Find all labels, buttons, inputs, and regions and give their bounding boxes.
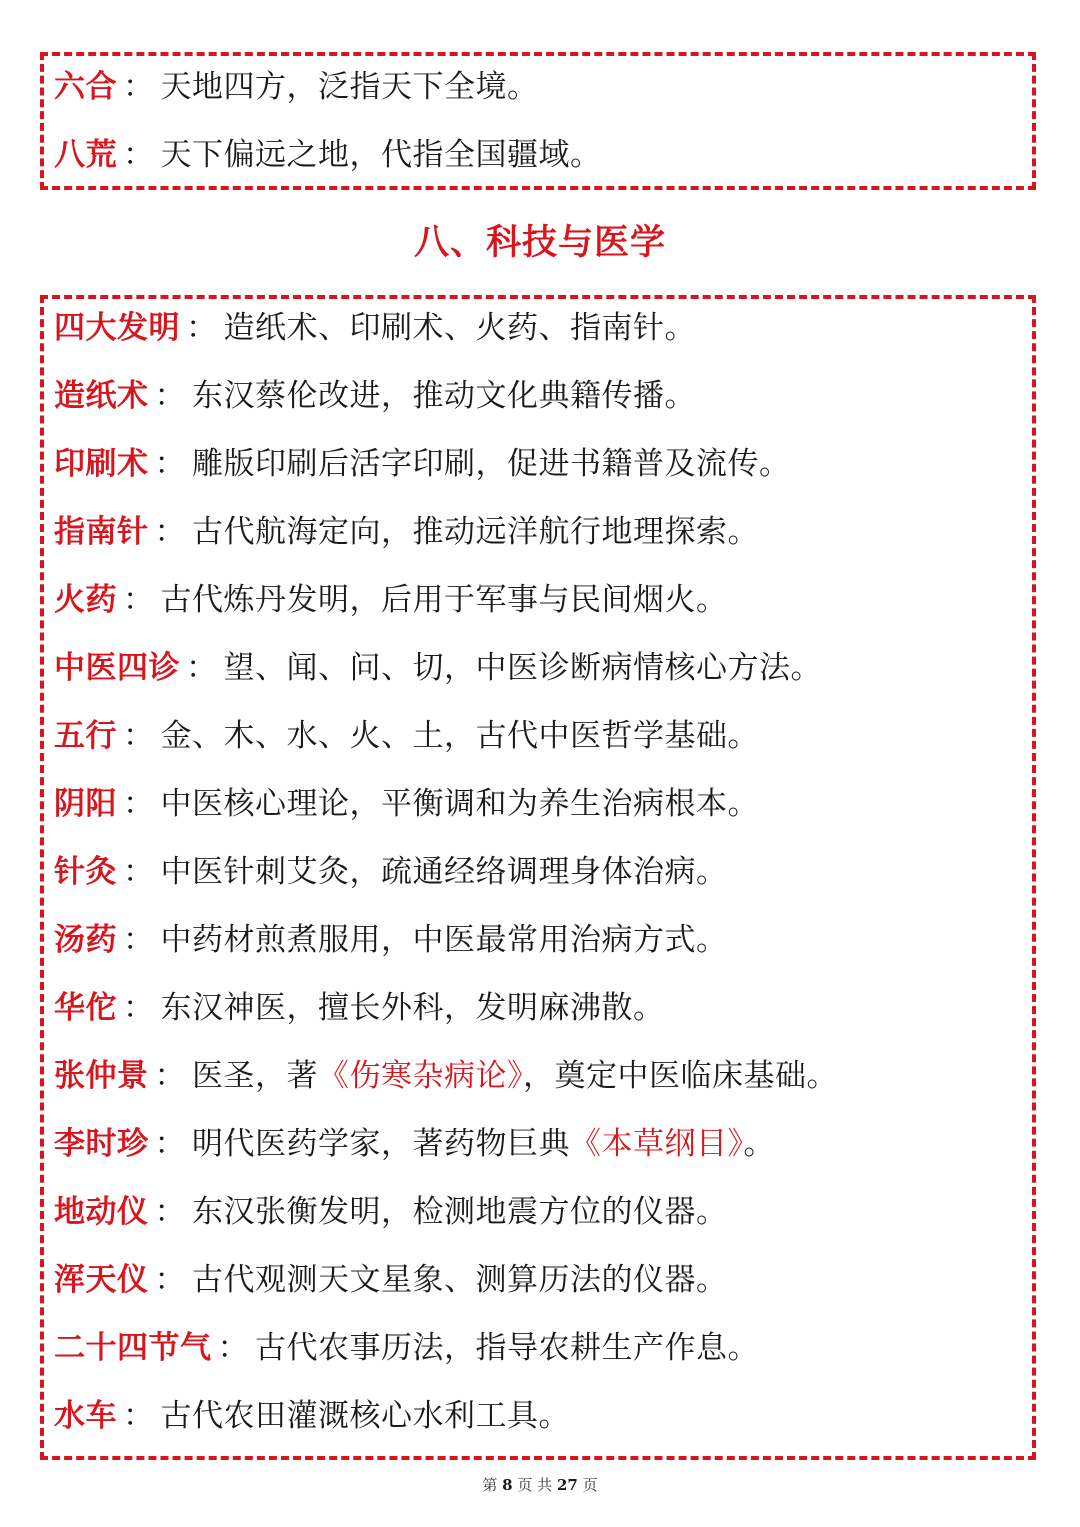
entry-separator: ：: [154, 1058, 186, 1094]
entry-description: 明代医药学家，著药物巨典: [192, 1126, 570, 1162]
entry-term: 地动仪: [54, 1194, 149, 1230]
entry-term: 二十四节气: [54, 1330, 212, 1366]
main-dashed-box: [40, 295, 1036, 1460]
entry-description: 中医核心理论，平衡调和为养生治病根本。: [160, 786, 759, 822]
list-item: [54, 439, 1022, 489]
entry-term: 华佗: [54, 990, 117, 1026]
entry-description: 望、闻、问、切，中医诊断病情核心方法。: [223, 650, 822, 686]
entry-description: 东汉蔡伦改进，推动文化典籍传播。: [192, 378, 696, 414]
entry-separator: ：: [154, 1126, 186, 1162]
entry-description: 东汉神医，擅长外科，发明麻沸散。: [160, 990, 665, 1026]
entry-term: 浑天仪: [54, 1262, 149, 1298]
list-item: [54, 1119, 1022, 1169]
entry-term: 八荒: [54, 137, 117, 173]
entry-separator: ：: [123, 137, 155, 173]
list-item: [54, 643, 1022, 693]
footer-prefix: 第: [482, 1476, 498, 1494]
entry-separator: ：: [123, 582, 155, 618]
entry-description-tail: ，奠定中医临床基础。: [523, 1058, 838, 1094]
entry-separator: ：: [123, 1398, 155, 1434]
page-total: 27: [556, 1476, 578, 1494]
entry-description: 东汉张衡发明，检测地震方位的仪器。: [192, 1194, 728, 1230]
list-item: [54, 983, 1022, 1033]
list-item: [54, 1051, 1022, 1101]
entry-separator: ：: [154, 1194, 186, 1230]
section-title: 八、科技与医学: [413, 223, 666, 263]
entry-description: 古代炼丹发明，后用于军事与民间烟火。: [160, 582, 728, 618]
entry-description: 古代观测天文星象、测算历法的仪器。: [192, 1262, 728, 1298]
footer-middle: 页 共: [517, 1476, 553, 1494]
entry-term: 五行: [54, 718, 117, 754]
entry-description: 天下偏远之地，代指全国疆域。: [160, 137, 602, 173]
entry-separator: ：: [123, 786, 155, 822]
entry-term: 针灸: [54, 854, 117, 890]
entry-term: 造纸术: [54, 378, 149, 414]
entry-term: 印刷术: [54, 446, 149, 482]
list-item: [54, 507, 1022, 557]
list-item: [54, 575, 1022, 625]
top-dashed-box: [40, 52, 1036, 190]
entry-description: 金、木、水、火、土，古代中医哲学基础。: [160, 718, 759, 754]
entry-term: 四大发明: [54, 310, 180, 346]
entry-term: 指南针: [54, 514, 149, 550]
book-title: 《伤寒杂病论》: [318, 1058, 523, 1094]
entry-term: 火药: [54, 582, 117, 618]
entry-description: 天地四方，泛指天下全境。: [160, 69, 539, 105]
list-item: [54, 1323, 1022, 1373]
list-item: [54, 130, 1022, 180]
list-item: [54, 371, 1022, 421]
entry-term: 李时珍: [54, 1126, 149, 1162]
entry-separator: ：: [123, 990, 155, 1026]
entry-separator: ：: [154, 1262, 186, 1298]
list-item: [54, 779, 1022, 829]
page-footer: [0, 1474, 1080, 1496]
list-item: [54, 1255, 1022, 1305]
entry-term: 阴阳: [54, 786, 117, 822]
page-number: 8: [502, 1476, 513, 1494]
list-item: [54, 711, 1022, 761]
entry-description: 医圣，著: [192, 1058, 318, 1094]
entry-separator: ：: [123, 718, 155, 754]
entry-separator: ：: [123, 922, 155, 958]
book-title: 《本草纲目》: [570, 1126, 744, 1162]
entry-separator: ：: [154, 378, 186, 414]
list-item: [54, 303, 1022, 353]
list-item: [54, 1187, 1022, 1237]
entry-separator: ：: [154, 514, 186, 550]
entry-term: 六合: [54, 69, 117, 105]
entry-description: 中医针刺艾灸，疏通经络调理身体治病。: [160, 854, 728, 890]
entry-separator: ：: [123, 69, 155, 105]
entry-description: 雕版印刷后活字印刷，促进书籍普及流传。: [192, 446, 791, 482]
entry-term: 中医四诊: [54, 650, 180, 686]
list-item: [54, 1391, 1022, 1441]
list-item: [54, 62, 1022, 112]
entry-separator: ：: [186, 650, 218, 686]
entry-description: 造纸术、印刷术、火药、指南针。: [223, 310, 696, 346]
footer-suffix: 页: [582, 1476, 598, 1494]
entry-term: 张仲景: [54, 1058, 149, 1094]
entry-separator: ：: [123, 854, 155, 890]
entry-description-tail: 。: [743, 1126, 775, 1162]
list-item: [54, 847, 1022, 897]
entry-description: 中药材煎煮服用，中医最常用治病方式。: [160, 922, 728, 958]
entry-separator: ：: [154, 446, 186, 482]
list-item: [54, 915, 1022, 965]
entry-separator: ：: [186, 310, 218, 346]
entry-term: 水车: [54, 1398, 117, 1434]
entry-description: 古代航海定向，推动远洋航行地理探索。: [192, 514, 759, 550]
entry-description: 古代农事历法，指导农耕生产作息。: [255, 1330, 759, 1366]
entry-term: 汤药: [54, 922, 117, 958]
entry-description: 古代农田灌溉核心水利工具。: [160, 1398, 570, 1434]
entry-separator: ：: [217, 1330, 249, 1366]
